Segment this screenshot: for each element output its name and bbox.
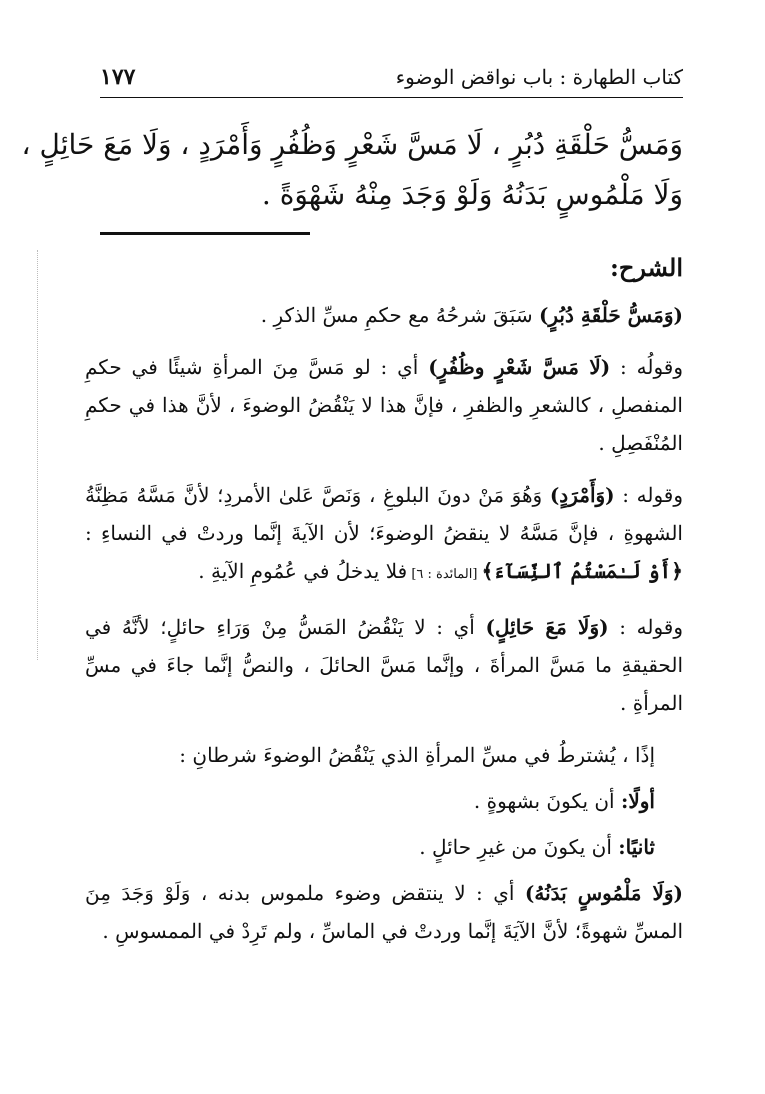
paragraph-4 (85, 608, 683, 722)
condition-text: أن يكونَ بشهوةٍ . (473, 789, 621, 813)
paragraph-lead: وقولُه : (610, 355, 683, 379)
matn-separator (100, 232, 310, 235)
sharh-heading: الشرح: (610, 253, 683, 282)
condition-text: أن يكونَ من غيرِ حائلٍ . (419, 835, 619, 859)
header-rule (100, 97, 683, 98)
paragraph-text: أي : لا يَنْقُضُ المَسُّ مِنْ وَرَاءِ حائلٍ؛ لأنَّهُ في الحقيقةِ ما مَسَّ المرأةَ ، وإنَّما مَسَّ الحائلَ ، والنصُّ إنَّما جاءَ في مسِّ المرأةِ . (85, 615, 683, 715)
running-header (100, 62, 683, 98)
paragraph-text: إذًا ، يُشترطُ في مسِّ المرأةِ الذي يَنْقُضُ الوضوءَ شرطانِ : (179, 743, 655, 767)
paragraph-text: سَبَقَ شرحُهُ مع حكمِ مسِّ الذكرِ . (260, 303, 539, 327)
matn-text (21, 120, 683, 220)
quoted-matn: (وَلَا مَعَ حَائِلٍ) (485, 615, 609, 639)
quoted-matn: (وَلَا مَلْمُوسٍ بَدَنُهُ) (524, 881, 683, 905)
header-title: كتاب الطهارة : باب نواقض الوضوء (395, 65, 683, 89)
quoted-matn: (وَمَسُّ حَلْقَةِ دُبُرٍ) (538, 303, 683, 327)
matn-line-1: وَمَسُّ حَلْقَةِ دُبُرٍ ، لَا مَسَّ شَعْرٍ وَظُفُرٍ وَأَمْرَدٍ ، وَلَا مَعَ حَائِلٍ ، (21, 128, 683, 161)
paragraph-lead: وقوله : (608, 615, 683, 639)
paragraph-text: أي : لا ينتقض وضوء ملموس بدنه ، وَلَوْ وَجَدَ مِنَ المسِّ شهوةً؛ لأنَّ الآيَةَ إنَّما وردتْ في الماسِّ ، ولم تَرِدْ في الممسوسِ . (85, 881, 683, 943)
condition-lead: ثانيًا: (618, 835, 655, 859)
condition-2 (85, 828, 683, 866)
condition-lead: أولًا: (620, 789, 655, 813)
condition-1 (85, 782, 683, 820)
quran-verse: ﴿أَوْ لَـٰمَسْتُمُ ٱلنِّسَآءَ﴾ (481, 559, 683, 583)
matn-line-2: وَلَا مَلْمُوسٍ بَدَنُهُ وَلَوْ وَجَدَ مِنْهُ شَهْوَةً . (261, 178, 683, 211)
paragraph-text: أي : لو مَسَّ مِنَ المرأةِ شيئًا في حكمِ المنفصلِ ، كالشعرِ والظفرِ ، فإنَّ هذا لا يَنْقُضُ الوضوءَ ، لأنَّ هذا في حكمِ المُنْفَصِلِ . (85, 355, 683, 455)
verse-reference: [المائدة : ٦] (407, 567, 482, 582)
paragraph-8 (85, 874, 683, 950)
quoted-matn: (لَا مَسَّ شَعْرٍ وظُفُرٍ) (428, 355, 611, 379)
paragraph-tail: فلا يدخلُ في عُمُومِ الآيةِ . (198, 559, 408, 583)
paragraph-text: وَهُوَ مَنْ دونَ البلوغِ ، وَنَصَّ عَلىٰ الأمردِ؛ لأنَّ مَسَّهُ مَظِنَّةُ الشهوةِ ، فإنَّ مَسَّهُ لا ينقضُ الوضوءَ؛ لأن الآيةَ إنَّما وردتْ في النساءِ : (85, 483, 683, 545)
quoted-matn: (وَأَمْرَدٍ) (549, 483, 615, 507)
margin-mark (37, 250, 38, 660)
paragraph-3 (85, 476, 683, 594)
page-number: ١٧٧ (100, 64, 136, 90)
paragraph-lead: وقوله : (614, 483, 684, 507)
commentary-body (85, 296, 683, 964)
paragraph-1 (85, 296, 683, 334)
paragraph-2 (85, 348, 683, 462)
paragraph-5 (85, 736, 683, 774)
